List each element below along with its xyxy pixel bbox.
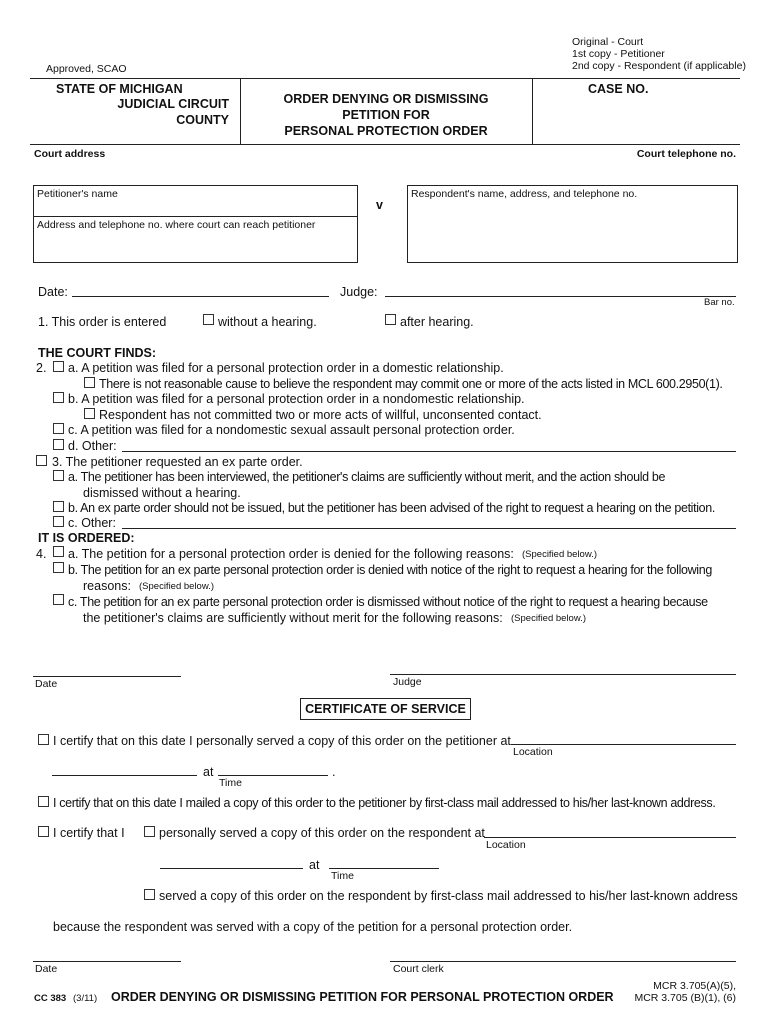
item3a-checkbox[interactable] <box>53 470 64 481</box>
cert-line1-text: I certify that on this date I personally served a copy of this order on the petitioner at <box>53 734 511 748</box>
item4c-text-line1: c. The petition for an ex parte personal protection order is dismissed without notice of the right to request a hearing because <box>68 595 708 609</box>
county-label: COUNTY <box>176 113 229 127</box>
distribution-copy-3: 2nd copy - Respondent (if applicable) <box>572 60 746 72</box>
judge-signature-field[interactable] <box>390 674 736 675</box>
form-revision: (3/11) <box>73 993 98 1004</box>
item4c-note: (Specified below.) <box>511 613 586 624</box>
cert-respondent-date-field[interactable] <box>160 868 303 869</box>
cert-respondent-at-label: at <box>309 858 320 872</box>
cert-petitioner-location-field[interactable] <box>511 744 736 745</box>
state-label: STATE OF MICHIGAN <box>56 82 183 96</box>
cert-line2-text: I certify that on this date I mailed a copy of this order to the petitioner by first-class mail addressed to his/her last-known address. <box>53 796 716 810</box>
item3-text: 3. The petitioner requested an ex parte order. <box>52 455 303 469</box>
cert-line5-text: because the respondent was served with a copy of the petition for a personal protection order. <box>53 920 573 934</box>
judge-field[interactable] <box>385 296 736 297</box>
mcr-reference-2: MCR 3.705 (B)(1), (6) <box>634 992 736 1004</box>
mcr-reference-1: MCR 3.705(A)(5), <box>653 980 736 992</box>
cert-date-label: Date <box>35 963 58 975</box>
after-hearing-checkbox[interactable] <box>385 314 396 325</box>
item4b-text-line1: b. The petition for an ex parte personal protection order is denied with notice of the right to request a hearing for the following <box>68 563 712 577</box>
judge-signature-label: Judge <box>393 676 422 688</box>
cert-location-label: Location <box>513 746 553 758</box>
judge-label: Judge: <box>340 285 378 299</box>
it-is-ordered-heading: IT IS ORDERED: <box>38 531 135 545</box>
without-hearing-checkbox[interactable] <box>203 314 214 325</box>
petitioner-name-label: Petitioner's name <box>37 188 118 200</box>
cert-petitioner-date-field[interactable] <box>52 775 197 776</box>
circuit-label: JUDICIAL CIRCUIT <box>117 97 229 111</box>
cert-at-label: at <box>203 765 214 779</box>
header-top-rule <box>30 78 740 79</box>
item4c-text-line2: the petitioner's claims are sufficiently without merit for the following reasons: <box>83 611 503 625</box>
form-title-line3: PERSONAL PROTECTION ORDER <box>284 124 488 138</box>
cert-respondent-checkbox[interactable] <box>38 826 49 837</box>
item2b-checkbox[interactable] <box>53 392 64 403</box>
item2a-sub-text: There is not reasonable cause to believe the respondent may commit one or more of the acts listed in MCL 600.2950(1). <box>99 377 723 391</box>
item4b-checkbox[interactable] <box>53 562 64 573</box>
cert-petitioner-mail-checkbox[interactable] <box>38 796 49 807</box>
cert-line4-text: served a copy of this order on the respondent by first-class mail addressed to his/her last-known address <box>159 889 738 903</box>
item2c-text: c. A petition was filed for a nondomestic sexual assault personal protection order. <box>68 423 515 437</box>
item3c-checkbox[interactable] <box>53 516 64 527</box>
header-bottom-rule <box>30 144 740 145</box>
item2b-sub-checkbox[interactable] <box>84 408 95 419</box>
court-telephone-label: Court telephone no. <box>636 148 736 160</box>
item2d-other-field[interactable] <box>122 451 736 452</box>
item3c-text: c. Other: <box>68 516 116 530</box>
cert-time-label: Time <box>219 777 242 789</box>
distribution-copy-2: 1st copy - Petitioner <box>572 48 665 60</box>
without-hearing-label: without a hearing. <box>218 315 317 329</box>
petitioner-address-label: Address and telephone no. where court can reach petitioner <box>37 219 316 231</box>
cert-respondent-location-field[interactable] <box>484 837 736 838</box>
cert-line3b-text: personally served a copy of this order on the respondent at <box>159 826 485 840</box>
item2-number: 2. <box>36 361 47 375</box>
distribution-copy-1: Original - Court <box>572 36 644 48</box>
item3b-text: b. An ex parte order should not be issued, but the petitioner has been advised of the right to request a hearing on the petition. <box>68 501 715 515</box>
item1-label: 1. This order is entered <box>38 315 167 329</box>
item2b-sub-text: Respondent has not committed two or more acts of willful, unconsented contact. <box>99 408 542 422</box>
respondent-label: Respondent's name, address, and telephone no. <box>411 188 638 200</box>
certificate-title: CERTIFICATE OF SERVICE <box>305 702 466 716</box>
item3a-text-line2: dismissed without a hearing. <box>83 486 241 500</box>
court-clerk-label: Court clerk <box>393 963 444 975</box>
order-date-field[interactable] <box>33 676 181 677</box>
cert-respondent-mail-checkbox[interactable] <box>144 889 155 900</box>
court-clerk-signature-field[interactable] <box>390 961 736 962</box>
cert-petitioner-time-field[interactable] <box>218 775 328 776</box>
item3c-other-field[interactable] <box>122 528 736 529</box>
item2a-sub-checkbox[interactable] <box>84 377 95 388</box>
cert-respondent-personal-checkbox[interactable] <box>144 826 155 837</box>
item2b-text: b. A petition was filed for a personal protection order in a nondomestic relationship. <box>68 392 525 406</box>
item2a-text: a. A petition was filed for a personal protection order in a domestic relationship. <box>68 361 504 375</box>
item4b-note: (Specified below.) <box>139 581 214 592</box>
court-finds-heading: THE COURT FINDS: <box>38 346 157 360</box>
item2d-text: d. Other: <box>68 439 117 453</box>
item4a-text: a. The petition for a personal protection order is denied for the following reasons: <box>68 547 514 561</box>
after-hearing-label: after hearing. <box>400 315 474 329</box>
cert-respondent-time-label: Time <box>331 870 354 882</box>
item3-checkbox[interactable] <box>36 455 47 466</box>
item4-number: 4. <box>36 547 47 561</box>
item2a-checkbox[interactable] <box>53 361 64 372</box>
item2c-checkbox[interactable] <box>53 423 64 434</box>
form-number: CC 383 <box>34 993 67 1004</box>
cert-respondent-location-label: Location <box>486 839 526 851</box>
item3b-checkbox[interactable] <box>53 501 64 512</box>
cert-respondent-time-field[interactable] <box>329 868 439 869</box>
item4c-checkbox[interactable] <box>53 594 64 605</box>
item4a-note: (Specified below.) <box>522 549 597 560</box>
item4a-checkbox[interactable] <box>53 546 64 557</box>
item4b-text-line2: reasons: <box>83 579 131 593</box>
bar-no-label: Bar no. <box>704 297 735 308</box>
cert-petitioner-personal-checkbox[interactable] <box>38 734 49 745</box>
item3a-text-line1: a. The petitioner has been interviewed, the petitioner's claims are sufficiently without merit, and the action should be <box>68 470 666 484</box>
order-date-label: Date <box>35 678 58 690</box>
court-address-label: Court address <box>34 148 106 160</box>
case-no-label: CASE NO. <box>588 82 649 96</box>
cert-period: . <box>332 765 336 779</box>
cert-date-field[interactable] <box>33 961 181 962</box>
form-title-line2: PETITION FOR <box>342 108 430 122</box>
petitioner-box-divider <box>33 216 358 217</box>
date-label: Date: <box>38 285 68 299</box>
date-field[interactable] <box>72 296 329 297</box>
header-divider-right <box>532 78 533 144</box>
form-title-line1: ORDER DENYING OR DISMISSING <box>283 92 489 106</box>
item2d-checkbox[interactable] <box>53 439 64 450</box>
cert-line3a-text: I certify that I <box>53 826 125 840</box>
footer-title: ORDER DENYING OR DISMISSING PETITION FOR PERSONAL PROTECTION ORDER <box>111 990 614 1004</box>
versus-label: v <box>376 198 383 212</box>
approved-scao: Approved, SCAO <box>46 63 127 75</box>
